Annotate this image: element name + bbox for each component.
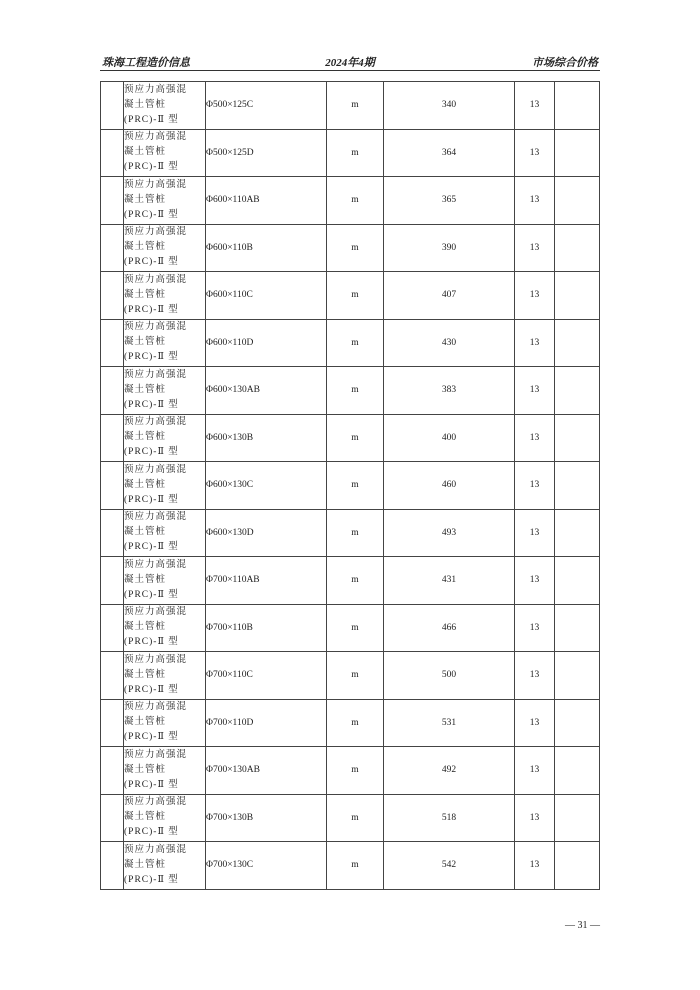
issue-label: 2024年4期	[325, 57, 375, 69]
index-cell	[101, 224, 124, 272]
spec-cell: Φ500×125C	[206, 82, 327, 130]
price-table-body	[101, 82, 600, 890]
index-cell	[101, 129, 124, 177]
material-name-line-3: (PRC)-Ⅱ 型	[124, 874, 179, 885]
tax-rate-cell: 13	[515, 319, 555, 367]
material-name-line-1: 预应力高强混	[124, 607, 188, 618]
material-name-line-1: 预应力高强混	[124, 227, 188, 238]
material-name-cell	[124, 272, 206, 320]
note-cell	[555, 129, 600, 177]
table-row	[101, 177, 600, 225]
price-cell: 383	[384, 367, 515, 415]
material-name-line-1: 预应力高强混	[124, 132, 188, 143]
material-name-line-3: (PRC)-Ⅱ 型	[124, 114, 179, 125]
material-name-line-3: (PRC)-Ⅱ 型	[124, 542, 179, 553]
spec-cell: Φ700×110C	[206, 652, 327, 700]
index-cell	[101, 652, 124, 700]
material-name-cell	[124, 509, 206, 557]
spec-cell: Φ700×130B	[206, 794, 327, 842]
note-cell	[555, 462, 600, 510]
price-cell: 390	[384, 224, 515, 272]
material-name-line-1: 预应力高强混	[124, 274, 188, 285]
material-name-line-2: 凝土管桩	[124, 194, 167, 205]
index-cell	[101, 699, 124, 747]
note-cell	[555, 699, 600, 747]
spec-cell: Φ600×110B	[206, 224, 327, 272]
spec-cell: Φ700×130AB	[206, 747, 327, 795]
material-name-line-2: 凝土管桩	[124, 812, 167, 823]
spec-cell: Φ700×110D	[206, 699, 327, 747]
tax-rate-cell: 13	[515, 842, 555, 890]
material-name-line-3: (PRC)-Ⅱ 型	[124, 257, 179, 268]
material-name-line-3: (PRC)-Ⅱ 型	[124, 827, 179, 838]
price-cell: 460	[384, 462, 515, 510]
material-name-cell	[124, 414, 206, 462]
note-cell	[555, 652, 600, 700]
index-cell	[101, 794, 124, 842]
unit-cell: m	[327, 177, 384, 225]
price-cell: 518	[384, 794, 515, 842]
material-name-cell	[124, 604, 206, 652]
spec-cell: Φ600×130D	[206, 509, 327, 557]
material-name-line-3: (PRC)-Ⅱ 型	[124, 684, 179, 695]
material-name-line-1: 预应力高强混	[124, 369, 188, 380]
note-cell	[555, 319, 600, 367]
material-name-line-2: 凝土管桩	[124, 527, 167, 538]
unit-cell: m	[327, 509, 384, 557]
material-name-line-2: 凝土管桩	[124, 147, 167, 158]
table-row	[101, 699, 600, 747]
tax-rate-cell: 13	[515, 82, 555, 130]
spec-cell: Φ700×110AB	[206, 557, 327, 605]
material-name-line-1: 预应力高强混	[124, 417, 188, 428]
price-cell: 531	[384, 699, 515, 747]
material-name-line-2: 凝土管桩	[124, 337, 167, 348]
material-name-cell	[124, 82, 206, 130]
unit-cell: m	[327, 367, 384, 415]
material-name-line-3: (PRC)-Ⅱ 型	[124, 732, 179, 743]
material-name-line-1: 预应力高强混	[124, 464, 188, 475]
unit-cell: m	[327, 224, 384, 272]
note-cell	[555, 557, 600, 605]
table-row	[101, 319, 600, 367]
table-row	[101, 462, 600, 510]
table-row	[101, 367, 600, 415]
material-name-line-1: 预应力高强混	[124, 749, 188, 760]
material-name-line-3: (PRC)-Ⅱ 型	[124, 162, 179, 173]
index-cell	[101, 842, 124, 890]
publication-title: 珠海工程造价信息	[102, 57, 190, 69]
material-name-line-1: 预应力高强混	[124, 322, 188, 333]
page-number: — 31 —	[565, 920, 600, 931]
material-name-cell	[124, 699, 206, 747]
unit-cell: m	[327, 462, 384, 510]
index-cell	[101, 319, 124, 367]
index-cell	[101, 177, 124, 225]
note-cell	[555, 747, 600, 795]
spec-cell: Φ600×130B	[206, 414, 327, 462]
tax-rate-cell: 13	[515, 604, 555, 652]
note-cell	[555, 367, 600, 415]
table-row	[101, 414, 600, 462]
tax-rate-cell: 13	[515, 414, 555, 462]
unit-cell: m	[327, 747, 384, 795]
price-cell: 492	[384, 747, 515, 795]
spec-cell: Φ500×125D	[206, 129, 327, 177]
unit-cell: m	[327, 557, 384, 605]
unit-cell: m	[327, 319, 384, 367]
index-cell	[101, 367, 124, 415]
price-cell: 364	[384, 129, 515, 177]
tax-rate-cell: 13	[515, 557, 555, 605]
price-cell: 365	[384, 177, 515, 225]
note-cell	[555, 509, 600, 557]
note-cell	[555, 177, 600, 225]
note-cell	[555, 604, 600, 652]
material-name-line-3: (PRC)-Ⅱ 型	[124, 779, 179, 790]
spec-cell: Φ600×110AB	[206, 177, 327, 225]
unit-cell: m	[327, 699, 384, 747]
price-cell: 407	[384, 272, 515, 320]
material-name-line-2: 凝土管桩	[124, 479, 167, 490]
index-cell	[101, 82, 124, 130]
material-name-line-1: 预应力高强混	[124, 844, 188, 855]
index-cell	[101, 272, 124, 320]
price-cell: 466	[384, 604, 515, 652]
price-cell: 431	[384, 557, 515, 605]
price-table	[100, 81, 600, 890]
material-name-cell	[124, 319, 206, 367]
tax-rate-cell: 13	[515, 652, 555, 700]
tax-rate-cell: 13	[515, 367, 555, 415]
material-name-line-1: 预应力高强混	[124, 84, 188, 95]
unit-cell: m	[327, 129, 384, 177]
material-name-line-1: 预应力高强混	[124, 179, 188, 190]
material-name-line-2: 凝土管桩	[124, 242, 167, 253]
unit-cell: m	[327, 794, 384, 842]
unit-cell: m	[327, 604, 384, 652]
unit-cell: m	[327, 272, 384, 320]
unit-cell: m	[327, 842, 384, 890]
unit-cell: m	[327, 652, 384, 700]
spec-cell: Φ600×110D	[206, 319, 327, 367]
material-name-line-2: 凝土管桩	[124, 717, 167, 728]
material-name-line-3: (PRC)-Ⅱ 型	[124, 304, 179, 315]
material-name-line-2: 凝土管桩	[124, 669, 167, 680]
material-name-line-2: 凝土管桩	[124, 289, 167, 300]
tax-rate-cell: 13	[515, 177, 555, 225]
spec-cell: Φ700×130C	[206, 842, 327, 890]
index-cell	[101, 557, 124, 605]
material-name-line-2: 凝土管桩	[124, 432, 167, 443]
page-header	[100, 48, 600, 70]
material-name-line-3: (PRC)-Ⅱ 型	[124, 209, 179, 220]
material-name-cell	[124, 367, 206, 415]
table-row	[101, 82, 600, 130]
table-row	[101, 224, 600, 272]
price-cell: 340	[384, 82, 515, 130]
section-title: 市场综合价格	[532, 57, 598, 69]
note-cell	[555, 272, 600, 320]
material-name-cell	[124, 129, 206, 177]
material-name-line-1: 预应力高强混	[124, 702, 188, 713]
table-row	[101, 842, 600, 890]
price-cell: 542	[384, 842, 515, 890]
note-cell	[555, 794, 600, 842]
index-cell	[101, 462, 124, 510]
material-name-cell	[124, 747, 206, 795]
material-name-line-2: 凝土管桩	[124, 622, 167, 633]
tax-rate-cell: 13	[515, 462, 555, 510]
table-row	[101, 272, 600, 320]
price-cell: 493	[384, 509, 515, 557]
material-name-line-2: 凝土管桩	[124, 384, 167, 395]
material-name-line-2: 凝土管桩	[124, 99, 167, 110]
tax-rate-cell: 13	[515, 699, 555, 747]
spec-cell: Φ600×110C	[206, 272, 327, 320]
spec-cell: Φ700×110B	[206, 604, 327, 652]
material-name-line-2: 凝土管桩	[124, 574, 167, 585]
note-cell	[555, 414, 600, 462]
material-name-line-3: (PRC)-Ⅱ 型	[124, 447, 179, 458]
table-row	[101, 129, 600, 177]
table-row	[101, 557, 600, 605]
tax-rate-cell: 13	[515, 129, 555, 177]
material-name-line-1: 预应力高强混	[124, 512, 188, 523]
price-cell: 500	[384, 652, 515, 700]
material-name-cell	[124, 842, 206, 890]
index-cell	[101, 747, 124, 795]
material-name-line-3: (PRC)-Ⅱ 型	[124, 352, 179, 363]
unit-cell: m	[327, 414, 384, 462]
material-name-cell	[124, 652, 206, 700]
material-name-cell	[124, 224, 206, 272]
table-row	[101, 747, 600, 795]
index-cell	[101, 604, 124, 652]
material-name-line-3: (PRC)-Ⅱ 型	[124, 637, 179, 648]
price-cell: 400	[384, 414, 515, 462]
index-cell	[101, 509, 124, 557]
note-cell	[555, 224, 600, 272]
material-name-line-2: 凝土管桩	[124, 764, 167, 775]
material-name-line-3: (PRC)-Ⅱ 型	[124, 399, 179, 410]
spec-cell: Φ600×130C	[206, 462, 327, 510]
note-cell	[555, 82, 600, 130]
price-cell: 430	[384, 319, 515, 367]
material-name-line-2: 凝土管桩	[124, 859, 167, 870]
tax-rate-cell: 13	[515, 747, 555, 795]
material-name-line-3: (PRC)-Ⅱ 型	[124, 589, 179, 600]
material-name-line-1: 预应力高强混	[124, 654, 188, 665]
unit-cell: m	[327, 82, 384, 130]
material-name-cell	[124, 557, 206, 605]
material-name-line-1: 预应力高强混	[124, 559, 188, 570]
tax-rate-cell: 13	[515, 224, 555, 272]
tax-rate-cell: 13	[515, 272, 555, 320]
header-divider	[100, 70, 600, 71]
material-name-cell	[124, 177, 206, 225]
index-cell	[101, 414, 124, 462]
material-name-line-3: (PRC)-Ⅱ 型	[124, 494, 179, 505]
material-name-line-1: 预应力高强混	[124, 797, 188, 808]
table-row	[101, 604, 600, 652]
table-row	[101, 509, 600, 557]
tax-rate-cell: 13	[515, 794, 555, 842]
material-name-cell	[124, 794, 206, 842]
tax-rate-cell: 13	[515, 509, 555, 557]
table-row	[101, 652, 600, 700]
table-row	[101, 794, 600, 842]
spec-cell: Φ600×130AB	[206, 367, 327, 415]
note-cell	[555, 842, 600, 890]
material-name-cell	[124, 462, 206, 510]
